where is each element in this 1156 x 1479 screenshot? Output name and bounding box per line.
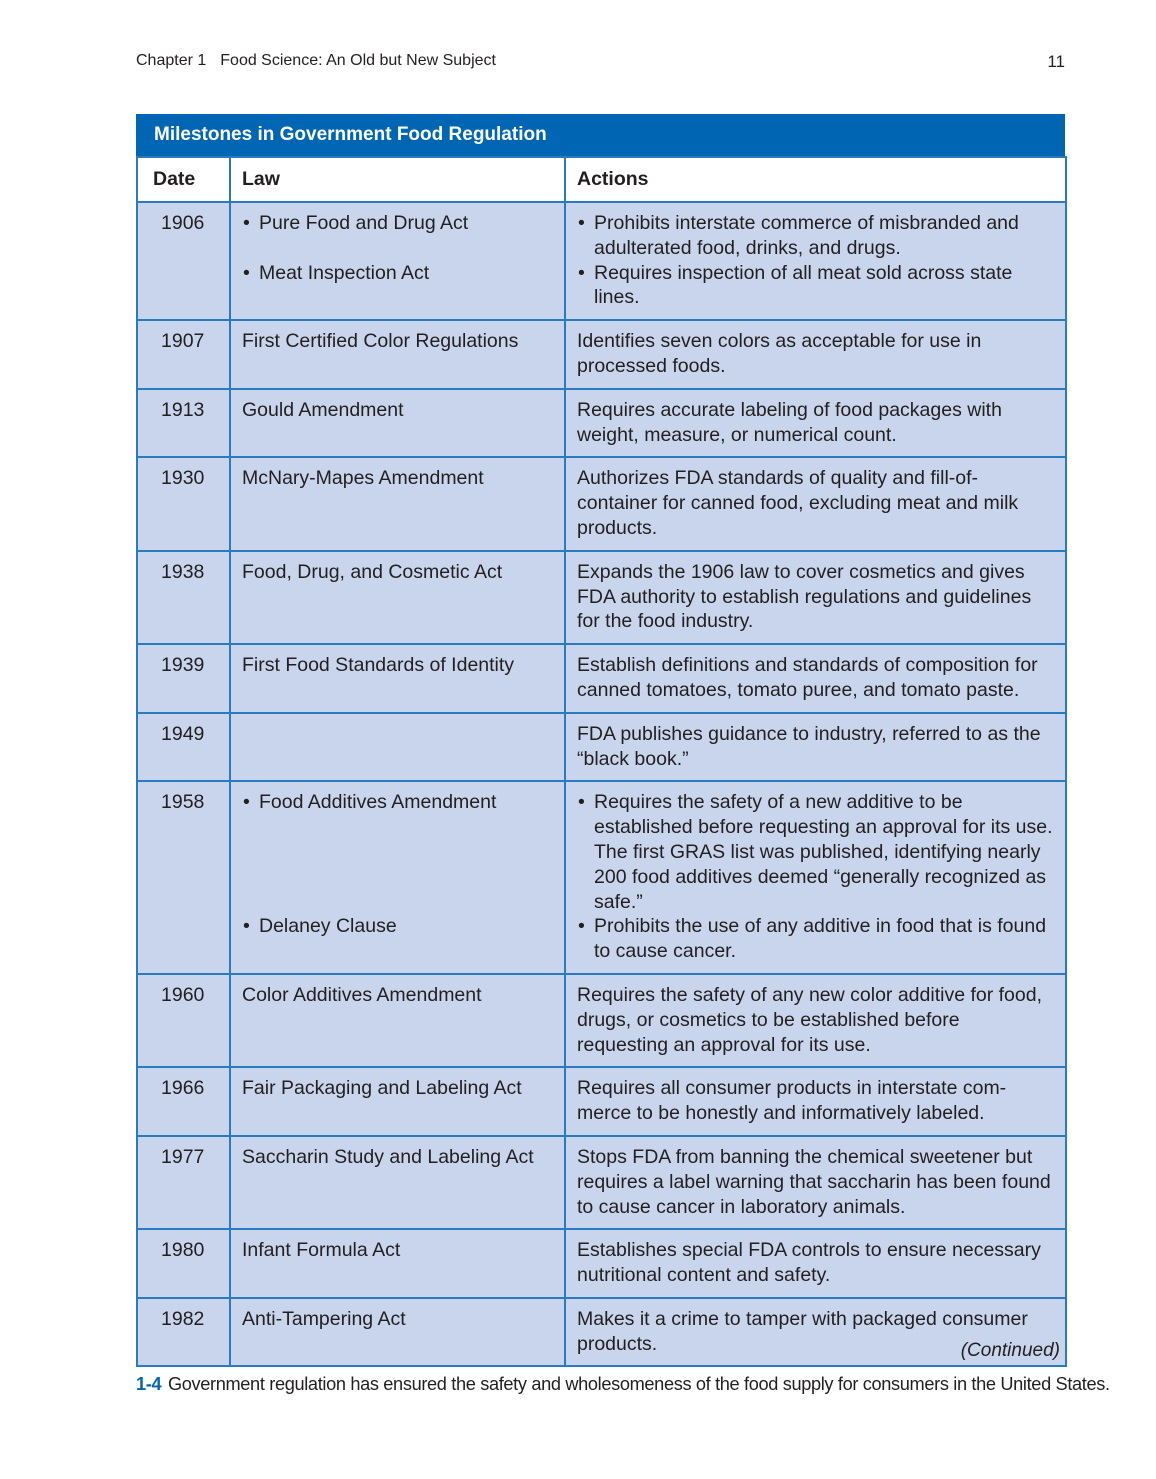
figure-number: 1-4: [136, 1374, 162, 1394]
table-row: [137, 457, 1066, 550]
law-item: • Pure Food and Drug Act: [243, 212, 469, 234]
actions-cell: Expands the 1906 law to cover cosmetics and gives FDA authority to establish regulations and guidelines for the food industry.: [565, 551, 1066, 644]
law-cell: Saccharin Study and Labeling Act: [230, 1136, 565, 1229]
continued-note: (Continued): [960, 1340, 1060, 1361]
action-item: • Requires the safety of a new additive to be established before requesting an approval for its use. The first GRAS list was published, identifying nearly 200 food additives deemed “generally recognized as safe.”: [578, 791, 1053, 913]
table-row: [137, 389, 1066, 458]
bullet-icon: •: [243, 915, 250, 938]
caption-text: Government regulation has ensured the safety and wholesomeness of the food supply for consumers in the United States.: [167, 1374, 1110, 1394]
chapter-title: Food Science: An Old but New Subject: [220, 52, 496, 69]
figure-caption: [136, 1374, 1110, 1395]
law-cell: Fair Packaging and Labeling Act: [230, 1067, 565, 1136]
actions-cell: Stops FDA from banning the chemical sweetener but requires a label warning that saccharin has been found to cause cancer in laboratory animals.: [565, 1136, 1066, 1229]
column-header-date: Date: [137, 157, 230, 202]
law-cell: First Certified Color Regulations: [230, 320, 565, 389]
actions-cell: Authorizes FDA standards of quality and fill-of-container for canned food, excluding meat and milk products.: [565, 457, 1066, 550]
date-cell: 1906: [137, 202, 230, 320]
table-row: [137, 781, 1066, 974]
actions-cell: Requires the safety of any new color additive for food, drugs, or cosmetics to be established before requesting an approval for its use.: [565, 974, 1066, 1067]
table-title: Milestones in Government Food Regulation: [136, 114, 1065, 156]
law-cell: Food, Drug, and Cosmetic Act: [230, 551, 565, 644]
actions-cell: [565, 781, 1066, 974]
law-cell: [230, 713, 565, 782]
bullet-icon: •: [243, 212, 250, 234]
table-row: [137, 1067, 1066, 1136]
bullet-icon: •: [578, 212, 585, 234]
date-cell: 1938: [137, 551, 230, 644]
action-item: • Prohibits the use of any additive in food that is found to cause cancer.: [578, 915, 1047, 963]
table-row: [137, 1229, 1066, 1298]
table-row: [137, 1136, 1066, 1229]
table-row: [137, 1298, 1066, 1367]
table-row: [137, 974, 1066, 1067]
law-item: • Meat Inspection Act: [243, 261, 430, 284]
law-cell: First Food Standards of Identity: [230, 644, 565, 713]
chapter-label: Chapter 1: [136, 52, 207, 69]
action-item: • Prohibits interstate commerce of misbranded and adulterated food, drinks, and drugs.: [578, 212, 1019, 259]
law-cell: Gould Amendment: [230, 389, 565, 458]
date-cell: 1907: [137, 320, 230, 389]
bullet-icon: •: [578, 791, 585, 814]
table-row: [137, 320, 1066, 389]
law-cell: [230, 202, 565, 320]
date-cell: 1958: [137, 781, 230, 974]
actions-cell: Requires accurate labeling of food packages with weight, measure, or numerical count.: [565, 389, 1066, 458]
law-item: • Food Additives Amendment: [243, 791, 497, 814]
law-cell: Color Additives Amendment: [230, 974, 565, 1067]
law-cell: McNary-Mapes Amendment: [230, 457, 565, 550]
actions-cell: Requires all consumer products in interstate com-merce to be honestly and informatively labeled.: [565, 1067, 1066, 1136]
table-row: [137, 202, 1066, 320]
actions-cell: Establishes special FDA controls to ensure necessary nutritional content and safety.: [565, 1229, 1066, 1298]
date-cell: 1913: [137, 389, 230, 458]
actions-cell: Identifies seven colors as acceptable for use in processed foods.: [565, 320, 1066, 389]
actions-cell: Establish definitions and standards of composition for canned tomatoes, tomato puree, and tomato paste.: [565, 644, 1066, 713]
column-header-row: [137, 157, 1066, 202]
actions-cell: Makes it a crime to tamper with packaged consumer products.: [565, 1298, 1066, 1367]
bullet-icon: •: [243, 791, 250, 814]
date-cell: 1977: [137, 1136, 230, 1229]
date-cell: 1960: [137, 974, 230, 1067]
table-row: [137, 644, 1066, 713]
actions-cell: [565, 202, 1066, 320]
column-header-actions: Actions: [565, 157, 1066, 202]
law-cell: [230, 781, 565, 974]
date-cell: 1930: [137, 457, 230, 550]
actions-cell: FDA publishes guidance to industry, referred to as the “black book.”: [565, 713, 1066, 782]
bullet-icon: •: [578, 261, 585, 284]
law-cell: Anti-Tampering Act: [230, 1298, 565, 1367]
date-cell: 1980: [137, 1229, 230, 1298]
bullet-icon: •: [243, 261, 250, 284]
date-cell: 1966: [137, 1067, 230, 1136]
law-cell: Infant Formula Act: [230, 1229, 565, 1298]
law-item: • Delaney Clause: [243, 915, 397, 938]
table-row: [137, 551, 1066, 644]
chapter-heading: [136, 52, 496, 70]
running-header: [136, 52, 1065, 72]
page-number: 11: [1047, 52, 1065, 71]
bullet-icon: •: [578, 915, 585, 938]
milestones-table: [136, 114, 1065, 1367]
date-cell: 1939: [137, 644, 230, 713]
action-item: • Requires inspection of all meat sold across state lines.: [578, 261, 1013, 309]
table-row: [137, 713, 1066, 782]
date-cell: 1949: [137, 713, 230, 782]
date-cell: 1982: [137, 1298, 230, 1367]
regulation-table: [136, 156, 1067, 1367]
column-header-law: Law: [230, 157, 565, 202]
